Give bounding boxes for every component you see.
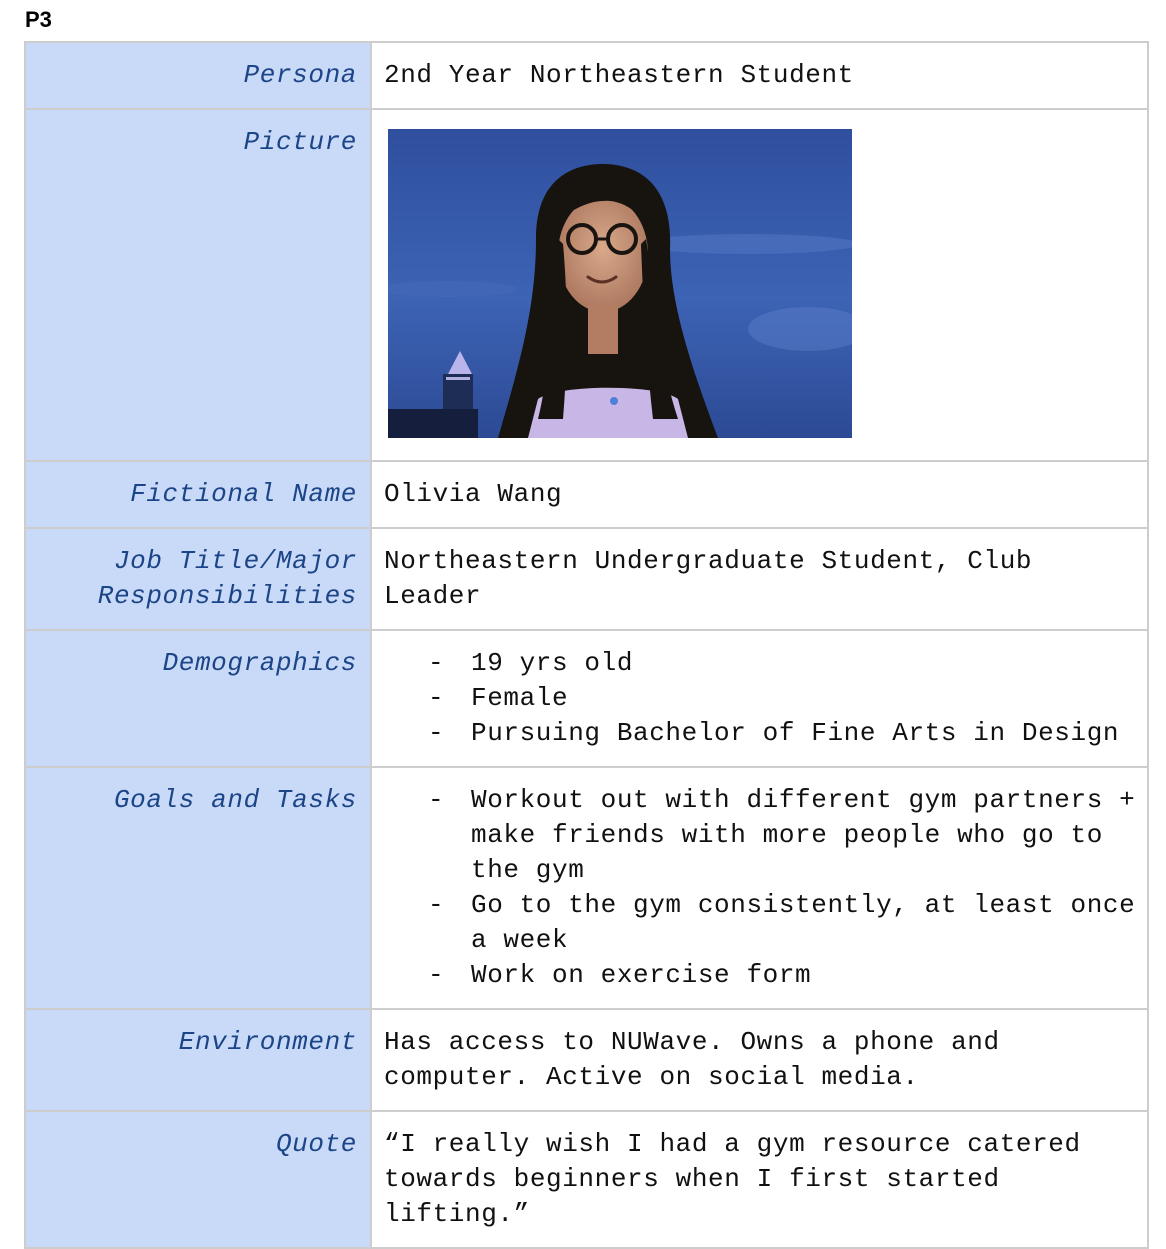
bullet-dash: - [428, 785, 445, 815]
value-goals [371, 767, 1148, 1009]
row-persona [25, 42, 1148, 109]
value-picture [371, 109, 1148, 461]
row-picture [25, 109, 1148, 461]
row-goals [25, 767, 1148, 1009]
value-quote: “I really wish I had a gym resource catered towards beginners when I first started lifting.” [371, 1111, 1148, 1248]
list-item: - 19 yrs old [428, 646, 1137, 681]
list-item: - Go to the gym consistently, at least once a week [428, 890, 1136, 955]
row-demographics [25, 630, 1148, 767]
persona-table [24, 41, 1149, 1249]
label-persona: Persona [25, 42, 371, 109]
value-demographics [371, 630, 1148, 767]
bullet-dash: - [428, 718, 445, 748]
persona-photo [388, 129, 852, 438]
bullet-dash: - [428, 648, 445, 678]
goals-list [384, 783, 1137, 993]
list-item: - Work on exercise form [428, 958, 1137, 993]
label-demographics: Demographics [25, 630, 371, 767]
label-picture: Picture [25, 109, 371, 461]
label-fictional-name: Fictional Name [25, 461, 371, 528]
value-job-title: Northeastern Undergraduate Student, Club Leader [371, 528, 1148, 630]
list-item: - Pursuing Bachelor of Fine Arts in Design [428, 716, 1137, 751]
label-quote: Quote [25, 1111, 371, 1248]
label-job-title: Job Title/Major Responsibilities [25, 528, 371, 630]
document-heading: P3 [25, 7, 52, 32]
value-environment: Has access to NUWave. Owns a phone and computer. Active on social media. [371, 1009, 1148, 1111]
label-environment: Environment [25, 1009, 371, 1111]
bullet-dash: - [428, 960, 445, 990]
value-fictional-name: Olivia Wang [371, 461, 1148, 528]
list-item: - Female [428, 681, 1137, 716]
row-environment [25, 1009, 1148, 1111]
label-goals: Goals and Tasks [25, 767, 371, 1009]
bullet-dash: - [428, 683, 445, 713]
row-quote [25, 1111, 1148, 1248]
list-item: - Workout out with different gym partners + make friends with more people who go to the gym [428, 785, 1136, 885]
row-job-title [25, 528, 1148, 630]
bullet-dash: - [428, 890, 445, 920]
row-fictional-name [25, 461, 1148, 528]
demographics-list [384, 646, 1137, 751]
value-persona: 2nd Year Northeastern Student [371, 42, 1148, 109]
